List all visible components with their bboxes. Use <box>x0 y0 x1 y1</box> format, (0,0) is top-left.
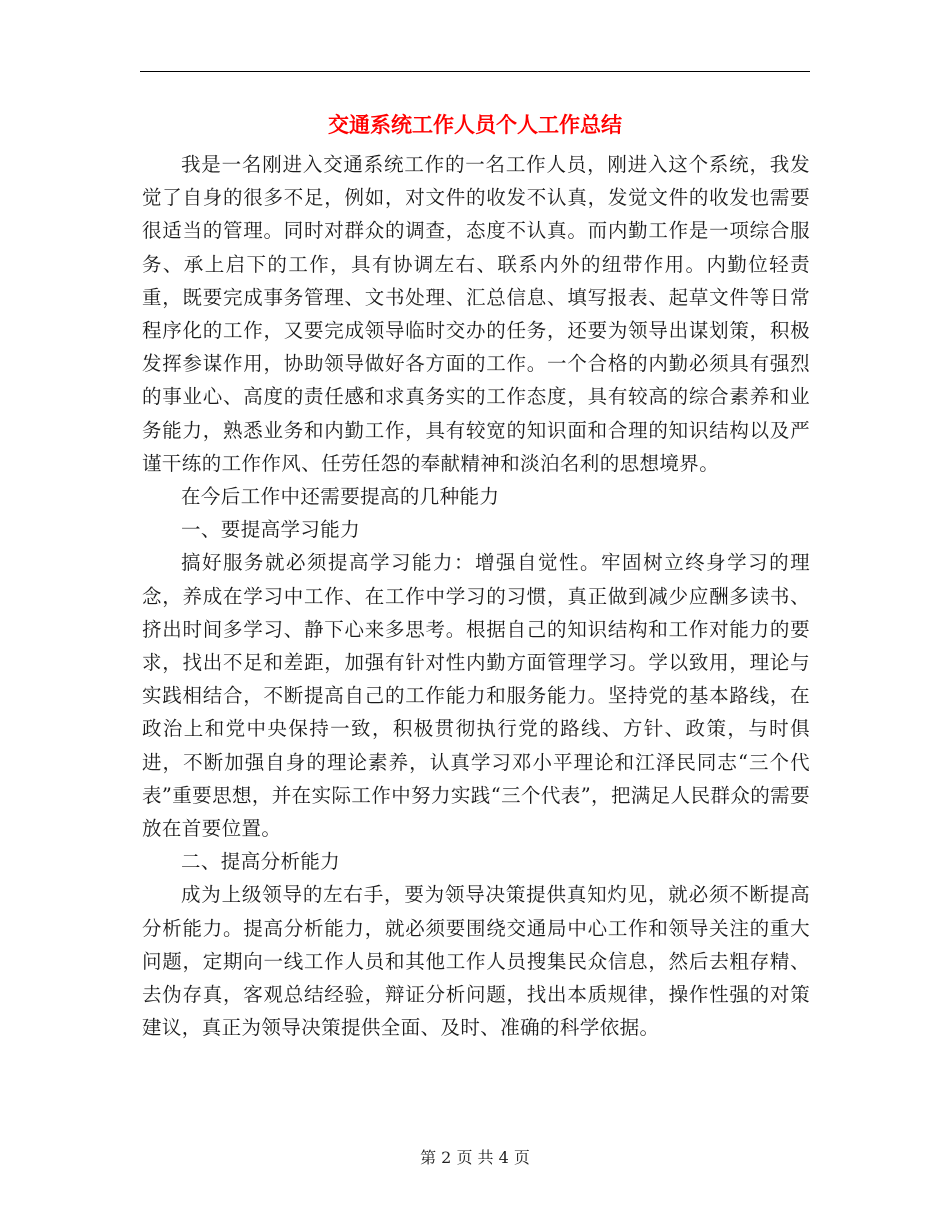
paragraph-analysis-ability: 成为上级领导的左右手，要为领导决策提供真知灼见，就必须不断提高分析能力。提高分析能力，就必须要围绕交通局中心工作和领导关注的重大问题，定期向一线工作人员和其他工作人员搜集民众信息，然后去粗存精、去伪存真，客观总结经验，辩证分析问题，找出本质规律，操作性强的对策建议，真正为领导决策提供全面、及时、准确的科学依据。 <box>142 883 810 1040</box>
paragraph-intro: 我是一名刚进入交通系统工作的一名工作人员，刚进入这个系统，我发觉了自身的很多不足，例如，对文件的收发不认真，发觉文件的收发也需要很适当的管理。同时对群众的调查，态度不认真。而内勤工作是一项综合服务、承上启下的工作，具有协调左右、联系内外的纽带作用。内勤位轻责重，既要完成事务管理、文书处理、汇总信息、填写报表、起草文件等日常程序化的工作，又要完成领导临时交办的任务，还要为领导出谋划策，积极发挥参谋作用，协助领导做好各方面的工作。一个合格的内勤必须具有强烈的事业心、高度的责任感和求真务实的工作态度，具有较高的综合素养和业务能力，熟悉业务和内勤工作，具有较宽的知识面和合理的知识结构以及严谨干练的工作作风、任劳任怨的奉献精神和淡泊名利的思想境界。 <box>142 153 810 475</box>
paragraph-section-lead: 在今后工作中还需要提高的几种能力 <box>181 485 500 509</box>
header-rule <box>140 71 810 72</box>
heading-analysis-ability: 二、提高分析能力 <box>181 850 341 874</box>
document-body <box>142 148 810 1044</box>
document-title: 交通系统工作人员个人工作总结 <box>328 112 622 137</box>
paragraph-learning-ability: 搞好服务就必须提高学习能力：增强自觉性。牢固树立终身学习的理念，养成在学习中工作、在工作中学习的习惯，真正做到减少应酬多读书、挤出时间多学习、静下心来多思考。根据自己的知识结构和工作对能力的要求，找出不足和差距，加强有针对性内勤方面管理学习。学以致用，理论与实践相结合，不断提高自己的工作能力和服务能力。坚持党的基本路线，在政治上和党中央保持一致，积极贯彻执行党的路线、方针、政策，与时俱进，不断加强自身的理论素养，认真学习邓小平理论和江泽民同志“三个代表”重要思想，并在实际工作中努力实践“三个代表”，把满足人民群众的需要放在首要位置。 <box>142 551 810 841</box>
heading-learning-ability: 一、要提高学习能力 <box>181 518 361 542</box>
page-number-footer: 第 2 页 共 4 页 <box>420 1148 530 1167</box>
